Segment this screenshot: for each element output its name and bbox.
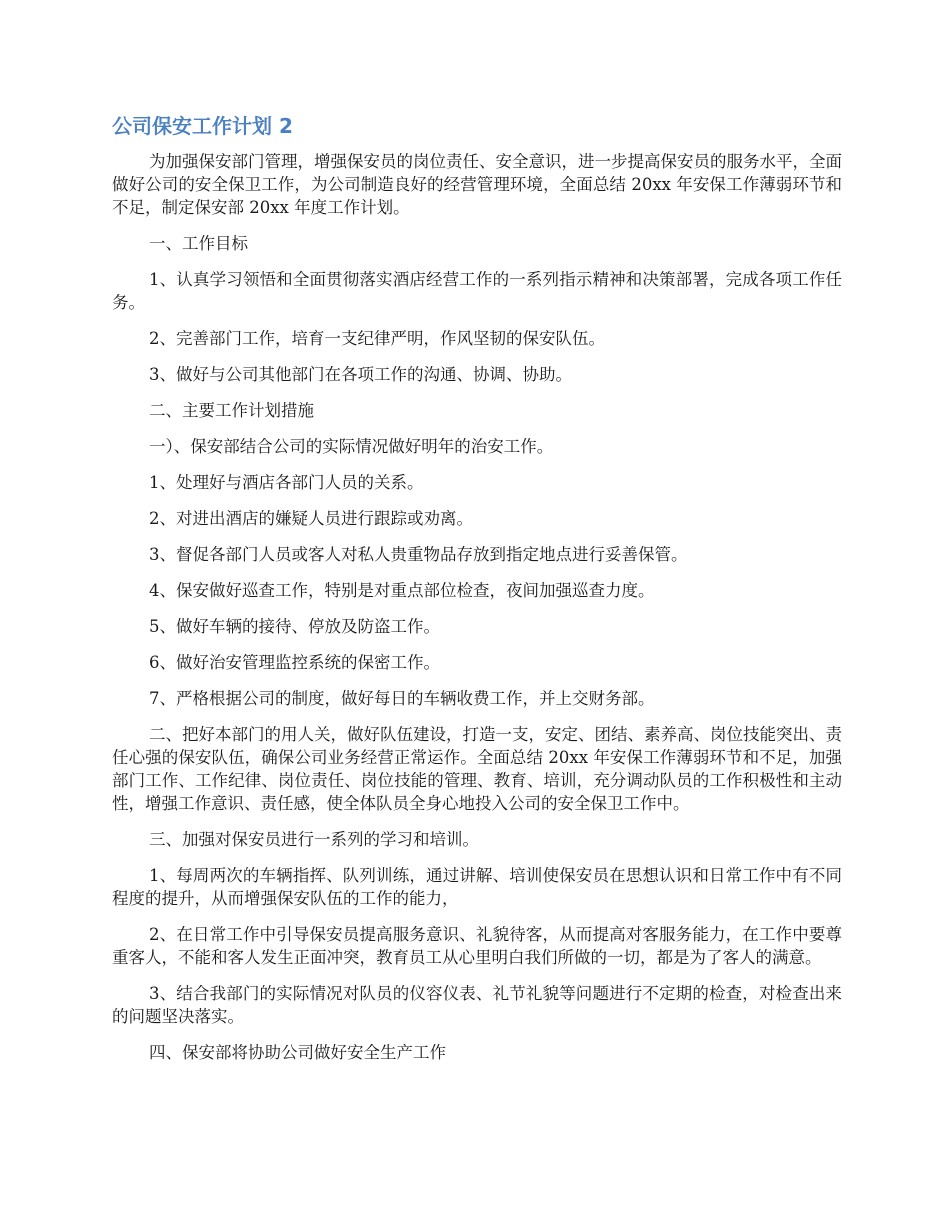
paragraph: 为加强保安部门管理，增强保安员的岗位责任、安全意识，进一步提高保安员的服务水平，全面做好公司的安全保卫工作，为公司制造良好的经营管理环境，全面总结 20xx 年安保工作薄弱环节和不足，制定保安部 20xx 年度工作计划。 xyxy=(112,152,842,217)
section-heading: 三、加强对保安员进行一系列的学习和培训。 xyxy=(149,830,479,849)
paragraph: 5、做好车辆的接待、停放及防盗工作。 xyxy=(149,617,440,636)
paragraph: 2、完善部门工作，培育一支纪律严明，作风坚韧的保安队伍。 xyxy=(149,329,605,348)
section-heading: 一、工作目标 xyxy=(149,234,248,253)
paragraph: 二、把好本部门的用人关，做好队伍建设，打造一支，安定、团结、素养高、岗位技能突出、责任心强的保安队伍，确保公司业务经营正常运作。全面总结 20xx 年安保工作薄弱环节和不足，加强部门工作、工作纪律、岗位责任、岗位技能的管理、教育、培训，充分调动队员的工作积极性和主动性，增强工作意识、责任感，使全体队员全身心地投入公司的安全保卫工作中。 xyxy=(112,725,842,813)
paragraph: 7、严格根据公司的制度，做好每日的车辆收费工作，并上交财务部。 xyxy=(149,689,655,708)
document-title: 公司保安工作计划 2 xyxy=(112,114,293,138)
paragraph: 1、每周两次的车辆指挥、队列训练，通过讲解、培训使保安员在思想认识和日常工作中有不同程度的提升，从而增强保安队伍的工作的能力， xyxy=(112,866,842,908)
section-heading: 四、保安部将协助公司做好安全生产工作 xyxy=(149,1043,446,1062)
section-heading: 二、主要工作计划措施 xyxy=(149,401,314,420)
paragraph: 1、认真学习领悟和全面贯彻落实酒店经营工作的一系列指示精神和决策部署，完成各项工作任务。 xyxy=(112,270,842,312)
paragraph: 6、做好治安管理监控系统的保密工作。 xyxy=(149,653,440,672)
document-body xyxy=(112,150,842,1077)
paragraph: 3、做好与公司其他部门在各项工作的沟通、协调、协助。 xyxy=(149,365,572,384)
paragraph: 2、对进出酒店的嫌疑人员进行跟踪或劝离。 xyxy=(149,509,473,528)
paragraph: 2、在日常工作中引导保安员提高服务意识、礼貌待客，从而提高对客服务能力，在工作中要尊重客人，不能和客人发生正面冲突，教育员工从心里明白我们所做的一切，都是为了客人的满意。 xyxy=(112,925,842,967)
paragraph: 3、督促各部门人员或客人对私人贵重物品存放到指定地点进行妥善保管。 xyxy=(149,545,688,564)
paragraph: 4、保安做好巡查工作，特别是对重点部位检查，夜间加强巡查力度。 xyxy=(149,581,655,600)
paragraph: 1、处理好与酒店各部门人员的关系。 xyxy=(149,473,424,492)
paragraph: 3、结合我部门的实际情况对队员的仪容仪表、礼节礼貌等问题进行不定期的检查，对检查出来的问题坚决落实。 xyxy=(112,984,842,1026)
subsection-heading: 一）、保安部结合公司的实际情况做好明年的治安工作。 xyxy=(149,437,554,456)
